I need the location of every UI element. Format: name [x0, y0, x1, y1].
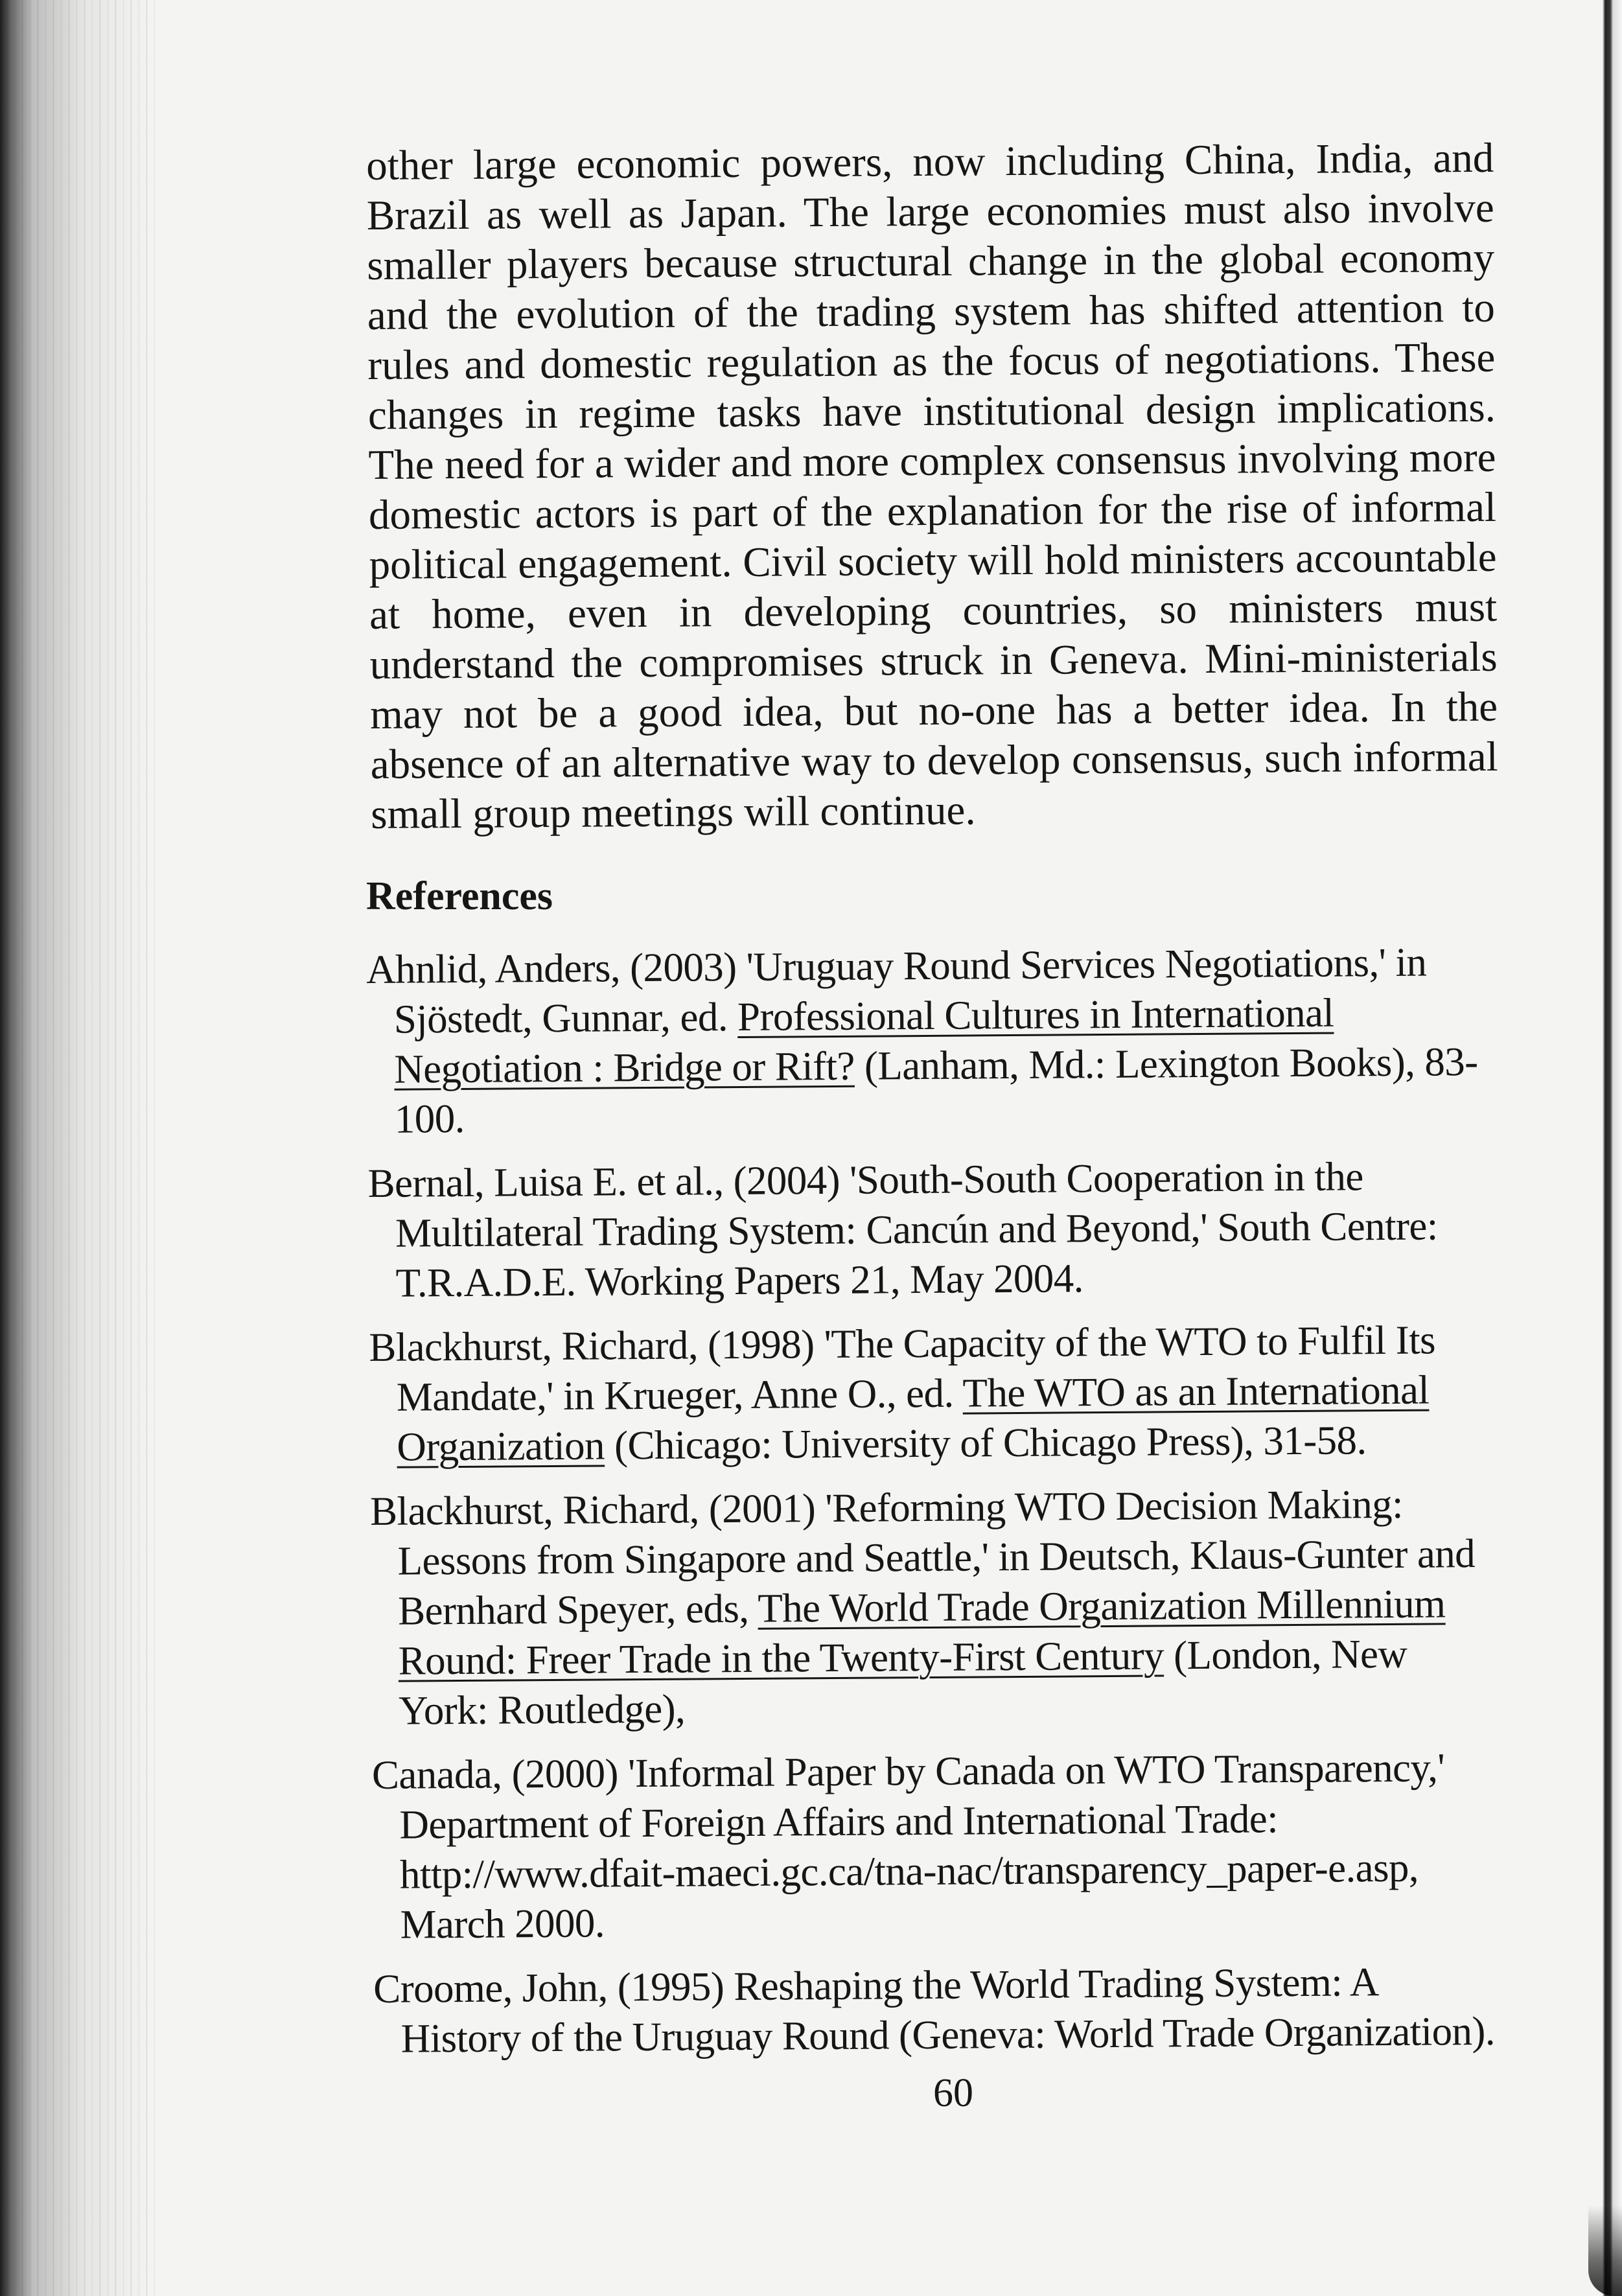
reference-text: (London, New York: Routledge),: [399, 1630, 1408, 1734]
scan-binding-edge: [0, 0, 156, 2296]
reference-text: Croome, John, (1995) Reshaping the World Trading System: A History of the Uruguay Round (Geneva: World Trade Organization).: [373, 1959, 1496, 2061]
reference-text: (Chicago: University of Chicago Press), 31-58.: [604, 1417, 1367, 1468]
reference-text: Bernal, Luisa E. et al., (2004) 'South-South Cooperation in the Multilateral Trading System: Cancún and Beyond,' South Centre: T.R.A.D.E. Working Papers 21, May 2004.: [367, 1154, 1438, 1306]
page-number: 60: [933, 2071, 973, 2115]
reference-title: Professional Cultures in International Negotiation : Bridge or Rift?: [394, 990, 1334, 1092]
references-heading: References: [366, 874, 553, 918]
reference-text: Ahnlid, Anders, (2003) 'Uruguay Round Services Negotiations,' in Sjöstedt, Gunnar, ed.: [366, 939, 1427, 1042]
reference-text: Blackhurst, Richard, (1998) 'The Capacity of the WTO to Fulfil Its Mandate,' in Krueger, Anne O., ed.: [369, 1317, 1436, 1420]
references-list: [366, 937, 1501, 2078]
body-paragraph: other large economic powers, now including China, India, and Brazil as well as Japan. The large economies must also involve smaller players because structural change in the global economy and the evolution of the trading system has shifted attention to rules and domestic regulation as the focus of negotiations. These changes in regime tasks have institutional design implications. The need for a wider and more complex consensus involving more domestic actors is part of the explanation for the rise of informal political engagement. Civil society will hold ministers accountable at home, even in developing countries, so ministers must understand the compromises struck in Geneva. Mini-ministerials may not be a good idea, but no-one has a better idea. In the absence of an alternative way to develop consensus, such informal small group meetings will continue.: [366, 134, 1498, 838]
reference-item: [369, 1315, 1498, 1472]
reference-text: Canada, (2000) 'Informal Paper by Canada on WTO Transparency,' Department of Foreign Affairs and International Trade: http://www.dfait-maeci.gc.ca/tna-nac/transparency_paper-e.asp, March 2000.: [371, 1745, 1445, 1947]
reference-title: The WTO as an International Organization: [397, 1367, 1430, 1470]
reference-item: [372, 1743, 1501, 1950]
reference-item: [366, 937, 1495, 1144]
reference-title: The World Trade Organization Millennium Round: Freer Trade in the Twenty-First Century: [398, 1581, 1446, 1684]
reference-text: Blackhurst, Richard, (2001) 'Reforming WTO Decision Making: Lessons from Singapore and Seattle,' in Deutsch, Klaus-Gunter and Bernhard Speyer, eds,: [369, 1481, 1476, 1634]
page-content: [366, 134, 1498, 2061]
reference-item: [373, 1956, 1501, 2064]
reference-item: [367, 1151, 1496, 1308]
scan-right-edge: [1564, 0, 1622, 2296]
reference-text: (Lanham, Md.: Lexington Books), 83-100.: [394, 1039, 1478, 1142]
reference-item: [370, 1479, 1500, 1736]
